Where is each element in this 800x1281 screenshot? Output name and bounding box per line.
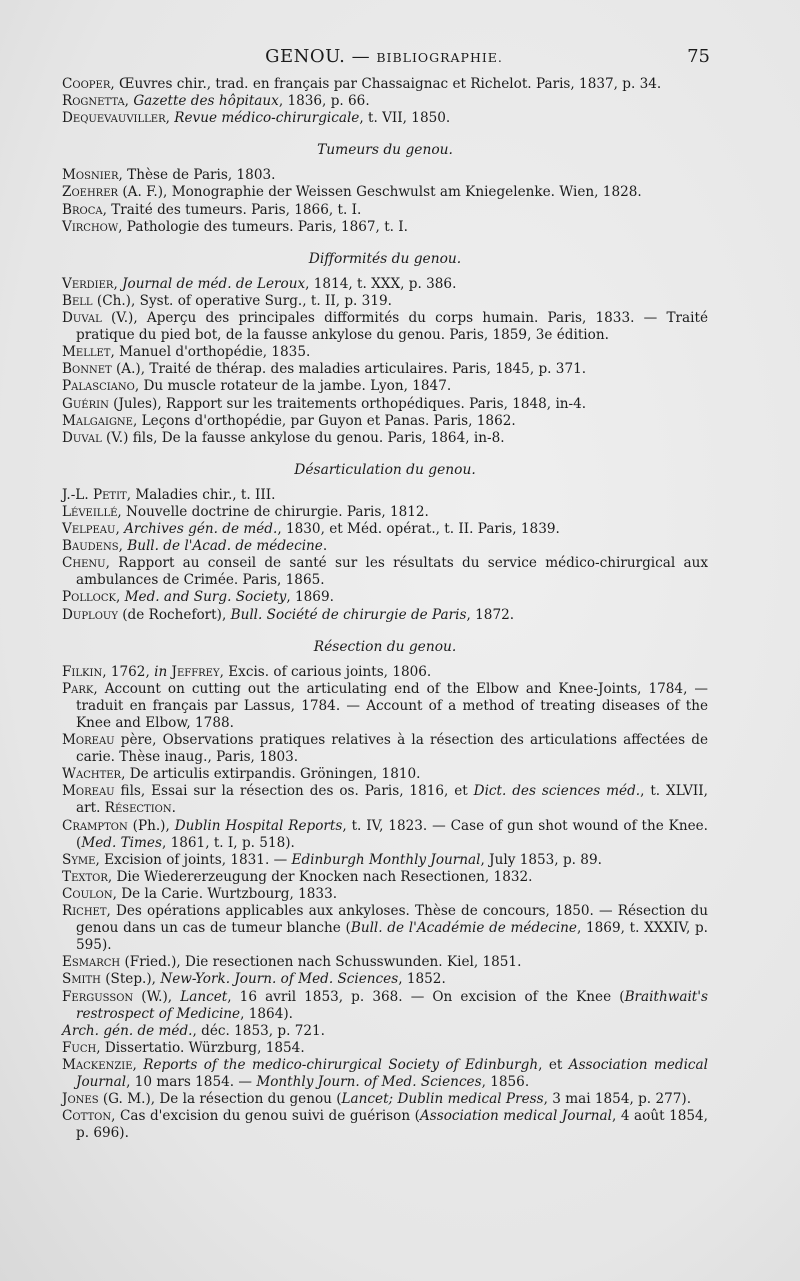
author-name: Smith [62, 971, 101, 988]
entry-text: , De articulis extirpandis. Gröningen, 1810. [121, 766, 421, 783]
entry-text: , [118, 538, 128, 555]
entry-text: , 1814, t. XXX, p. 386. [305, 275, 457, 292]
author-name: Dequevauviller [62, 110, 166, 127]
bibliography-entry [62, 396, 708, 413]
bibliography-entry [62, 76, 708, 93]
author-name: Broca [62, 201, 103, 218]
author-name: J.-L. Petit [62, 486, 127, 503]
bibliography-entry [62, 766, 708, 783]
bibliography-entry [62, 487, 708, 504]
bibliography-entry [62, 1023, 708, 1040]
running-title-sub: BIBLIOGRAPHIE. [376, 50, 503, 65]
bibliography-entry [62, 818, 708, 852]
author-name: Léveillé [62, 503, 118, 520]
entry-text: , Leçons d'orthopédie, par Guyon et Panas. Paris, 1862. [132, 412, 516, 429]
author-name: Mosnier [62, 167, 119, 184]
bibliography-entry [62, 378, 708, 395]
author-name: Fuch [62, 1039, 97, 1056]
entry-text: , [165, 110, 175, 127]
entry-text: , Thèse de Paris, 1803. [118, 167, 276, 184]
bibliography-entry [62, 589, 708, 606]
entry-text: (A. F.), Monographie der Weissen Geschwulst am Kniegelenke. Wien, 1828. [118, 184, 642, 201]
author-name: Richet [62, 903, 107, 920]
bibliography-entry [62, 413, 708, 430]
publication-title: Monthly Journ. of Med. Sciences [256, 1073, 482, 1090]
page-header [58, 44, 710, 74]
entry-text: , [113, 275, 123, 292]
entry-text: , 1852. [398, 971, 446, 988]
bibliography-entry [62, 903, 708, 954]
entry-text: , [124, 93, 134, 110]
author-name: Cooper [62, 76, 111, 92]
entry-text: , Du muscle rotateur de la jambe. Lyon, 1847. [134, 378, 452, 395]
publication-title: Bull. de l'Académie de médecine [350, 920, 577, 937]
entry-text: (V.) fils, De la fausse ankylose du genou. Paris, 1864, in-8. [101, 429, 505, 446]
bibliography-entry [62, 521, 708, 538]
bibliography-entry [62, 886, 708, 903]
entry-text: , Dissertatio. Würzburg, 1854. [96, 1039, 305, 1056]
publication-title: Arch. gén. de méd. [62, 1022, 193, 1039]
author-name: Duplouy [62, 606, 118, 623]
entry-text: , Cas d'excision du genou suivi de guérison ( [111, 1108, 420, 1125]
entry-text: (Ph.), [127, 817, 175, 834]
bibliography-content [62, 76, 708, 1142]
entry-text: , Manuel d'orthopédie, 1835. [110, 344, 311, 361]
author-name: Pollock [62, 589, 116, 606]
entry-text: , Rapport au conseil de santé sur les résultats du service médico-chirurgical aux ambulances de Crimée. Paris, 1865. [76, 555, 708, 589]
author-name: Zoehrer [62, 184, 119, 201]
bibliography-section [62, 639, 708, 1143]
author-name: Bell [62, 292, 93, 309]
entry-text: (W.), [133, 988, 181, 1005]
author-name: Virchow [62, 218, 119, 235]
entry-text: (V.), Aperçu des principales difformités du corps humain. Paris, 1833. — Traité pratique du pied bot, de la fausse ankylose du genou. Paris, 1859, 3e édition. [76, 310, 708, 344]
entry-text: fils, Essai sur la résection des os. Paris, 1816, et [114, 783, 474, 800]
publication-title: Lancet; Dublin medical Press [341, 1091, 544, 1108]
publication-title: Med. and Surg. Society [124, 589, 287, 606]
author-name: Rognetta [62, 93, 125, 110]
entry-text: , 4 août 1854, p. 696). [76, 1108, 709, 1142]
entry-text: , De la Carie. Wurtzbourg, 1833. [112, 885, 338, 902]
bibliography-entry [62, 430, 708, 447]
author-name: Filkin [62, 663, 103, 680]
author-name: Mackenzie [62, 1056, 133, 1073]
publication-title: Journal de méd. de Leroux [122, 275, 306, 292]
publication-title: Dict. des sciences méd. [473, 783, 641, 800]
bibliography-section [62, 462, 708, 624]
author-name: Bonnet [62, 361, 112, 378]
author-name: Baudens [62, 538, 119, 555]
running-title-main: GENOU. — [265, 46, 371, 67]
entry-text: , 1836, p. 66. [278, 93, 370, 110]
entry-text: , t. XLVII, art. [76, 783, 708, 817]
author-name: Palasciano [62, 378, 135, 395]
author-name: Jeffrey [171, 663, 220, 680]
entry-text: , Excision of joints, 1831. — [95, 851, 292, 868]
entry-text: , 1864). [240, 1005, 293, 1022]
bibliography-entry [62, 783, 708, 817]
entry-text: . [171, 800, 176, 817]
bibliography-section [62, 142, 708, 235]
bibliography-entry [62, 202, 708, 219]
author-name: Coulon [62, 885, 113, 902]
entry-text: , Maladies chir., t. III. [126, 486, 276, 503]
entry-text: , t. IV, 1823. — Case of gun shot wound of the Knee. ( [76, 817, 709, 851]
entry-text: (A.), Traité de thérap. des maladies articulaires. Paris, 1845, p. 371. [111, 361, 587, 378]
entry-text: , et [538, 1056, 569, 1073]
entry-text: , Nouvelle doctrine de chirurgie. Paris, 1812. [117, 503, 429, 520]
entry-text: (Step.), [100, 971, 161, 988]
author-name: Mellet [62, 344, 111, 361]
bibliography-entry [62, 219, 708, 236]
bibliography-section [62, 76, 708, 127]
author-name: Verdier [62, 275, 114, 292]
entry-text: , 1872. [466, 606, 515, 623]
bibliography-entry [62, 989, 708, 1023]
bibliography-entry [62, 681, 708, 732]
section-title: Résection du genou. [313, 638, 457, 655]
author-name: Moreau [62, 783, 115, 800]
section-title: Désarticulation du genou. [294, 461, 476, 478]
bibliography-entry [62, 293, 708, 310]
entry-text: , 1869, t. XXXIV, p. 595). [76, 920, 708, 954]
author-name: Fergusson [62, 988, 134, 1005]
publication-title: Revue médico-chirurgicale [174, 110, 360, 127]
entry-text: (Ch.), Syst. of operative Surg., t. II, p. 319. [92, 292, 392, 309]
bibliography-entry [62, 1091, 708, 1108]
page-number: 75 [687, 46, 710, 67]
author-name: Moreau [62, 732, 115, 749]
author-name: Park [62, 680, 94, 697]
entry-text: , 1861, t. I, p. 518). [161, 834, 295, 851]
author-name: Duval [62, 429, 102, 446]
publication-title: Bull. de l'Acad. de médecine [127, 538, 323, 555]
publication-title: Dublin Hospital Reports [174, 817, 343, 834]
entry-text: père, Observations pratiques relatives à la résection des articulations affectées de carie. Thèse inaug., Paris, 1803. [76, 732, 708, 766]
entry-text: , Œuvres chir., trad. en français par Chassaignac et Richelot. Paris, 1837, p. 34. [110, 76, 662, 92]
publication-title: Association medical Journal [76, 1056, 708, 1090]
entry-text: , Traité des tumeurs. Paris, 1866, t. I. [102, 201, 362, 218]
entry-text: , [115, 521, 125, 538]
bibliography-entry [62, 110, 708, 127]
author-name: Wachter [62, 766, 122, 783]
bibliography-entry [62, 504, 708, 521]
publication-title: Reports of the medico-chirurgical Society of Edinburgh [143, 1056, 539, 1073]
author-name: Syme [62, 851, 96, 868]
bibliography-entry [62, 954, 708, 971]
author-name: Crampton [62, 817, 128, 834]
bibliography-entry [62, 184, 708, 201]
entry-text: , 10 mars 1854. — [126, 1073, 257, 1090]
publication-title: Braithwait's restrospect of Medicine [76, 988, 708, 1022]
entry-text: (Fried.), Die resectionen nach Schusswunden. Kiel, 1851. [120, 954, 522, 971]
publication-title: Edinburgh Monthly Journal [291, 851, 481, 868]
entry-text: , July 1853, p. 89. [480, 851, 602, 868]
author-name: Velpeau [62, 521, 116, 538]
bibliography-entry [62, 538, 708, 555]
bibliography-entry [62, 664, 708, 681]
entry-text: (de Rochefort), [117, 606, 231, 623]
author-name: Esmarch [62, 954, 121, 971]
publication-title: Med. Times [81, 834, 162, 851]
bibliography-entry [62, 1057, 708, 1091]
author-name: Textor [62, 868, 108, 885]
entry-text: , 16 avril 1853, p. 368. — On excision of the Knee ( [227, 988, 625, 1005]
bibliography-entry [62, 555, 708, 589]
publication-title: Gazette des hôpitaux [133, 93, 279, 110]
bibliography-entry [62, 852, 708, 869]
bibliography-entry [62, 93, 708, 110]
publication-title: Archives gén. de méd. [124, 521, 278, 538]
bibliography-entry [62, 361, 708, 378]
publication-title: Lancet [180, 988, 228, 1005]
author-name: Malgaigne [62, 412, 133, 429]
bibliography-entry [62, 971, 708, 988]
entry-text: , [115, 589, 125, 606]
bibliography-entry [62, 344, 708, 361]
publication-title: Bull. Société de chirurgie de Paris [230, 606, 467, 623]
author-name: Cotton [62, 1108, 112, 1125]
entry-text: , 1830, et Méd. opérat., t. II. Paris, 1839. [277, 521, 560, 538]
bibliography-section [62, 251, 708, 447]
bibliography-entry [62, 310, 708, 344]
entry-text: , [132, 1056, 144, 1073]
entry-text: , Des opérations applicables aux ankyloses. Thèse de concours, 1850. — Résection du genou dans un cas de tumeur blanche ( [76, 903, 708, 937]
author-name: Chenu [62, 555, 106, 572]
bibliography-entry [62, 1108, 708, 1142]
entry-text: , 1869. [286, 589, 334, 606]
entry-text: , 1856. [481, 1073, 530, 1090]
publication-title: New-York. Journ. of Med. Sciences [160, 971, 399, 988]
bibliography-entry [62, 167, 708, 184]
entry-text: (G. M.), De la résection du genou ( [98, 1091, 342, 1108]
section-title: Tumeurs du genou. [317, 142, 453, 159]
entry-text: , t. VII, 1850. [359, 110, 451, 127]
section-title: Difformités du genou. [308, 250, 462, 267]
author-name: Duval [62, 310, 102, 327]
entry-text: . [322, 538, 328, 555]
bibliography-entry [62, 869, 708, 886]
publication-title: Association medical Journal [419, 1108, 612, 1125]
entry-text: , 1762, [102, 663, 155, 680]
author-name: Jones [62, 1091, 99, 1108]
bibliography-entry [62, 607, 708, 624]
bibliography-entry [62, 732, 708, 766]
entry-text: , Die Wiedererzeugung der Knocken nach Resectionen, 1832. [107, 868, 533, 885]
entry-text: , Account on cutting out the articulating end of the Elbow and Knee-Joints, 1784, — traduit en français par Lassus, 1784. — Account of a method of treating diseases of the Knee and Elbow, 1788. [76, 680, 708, 731]
bibliography-entry [62, 276, 708, 293]
author-name: Guérin [62, 395, 109, 412]
running-title [58, 46, 710, 67]
author-name: Résection [104, 800, 172, 817]
entry-text: (Jules), Rapport sur les traitements orthopédiques. Paris, 1848, in-4. [108, 395, 587, 412]
entry-text: , Pathologie des tumeurs. Paris, 1867, t. I. [118, 218, 408, 235]
publication-title: in [154, 663, 168, 680]
entry-text: , déc. 1853, p. 721. [192, 1022, 325, 1039]
entry-text: , Excis. of carious joints, 1806. [219, 663, 432, 680]
entry-text: , 3 mai 1854, p. 277). [543, 1091, 692, 1108]
bibliography-entry [62, 1040, 708, 1057]
